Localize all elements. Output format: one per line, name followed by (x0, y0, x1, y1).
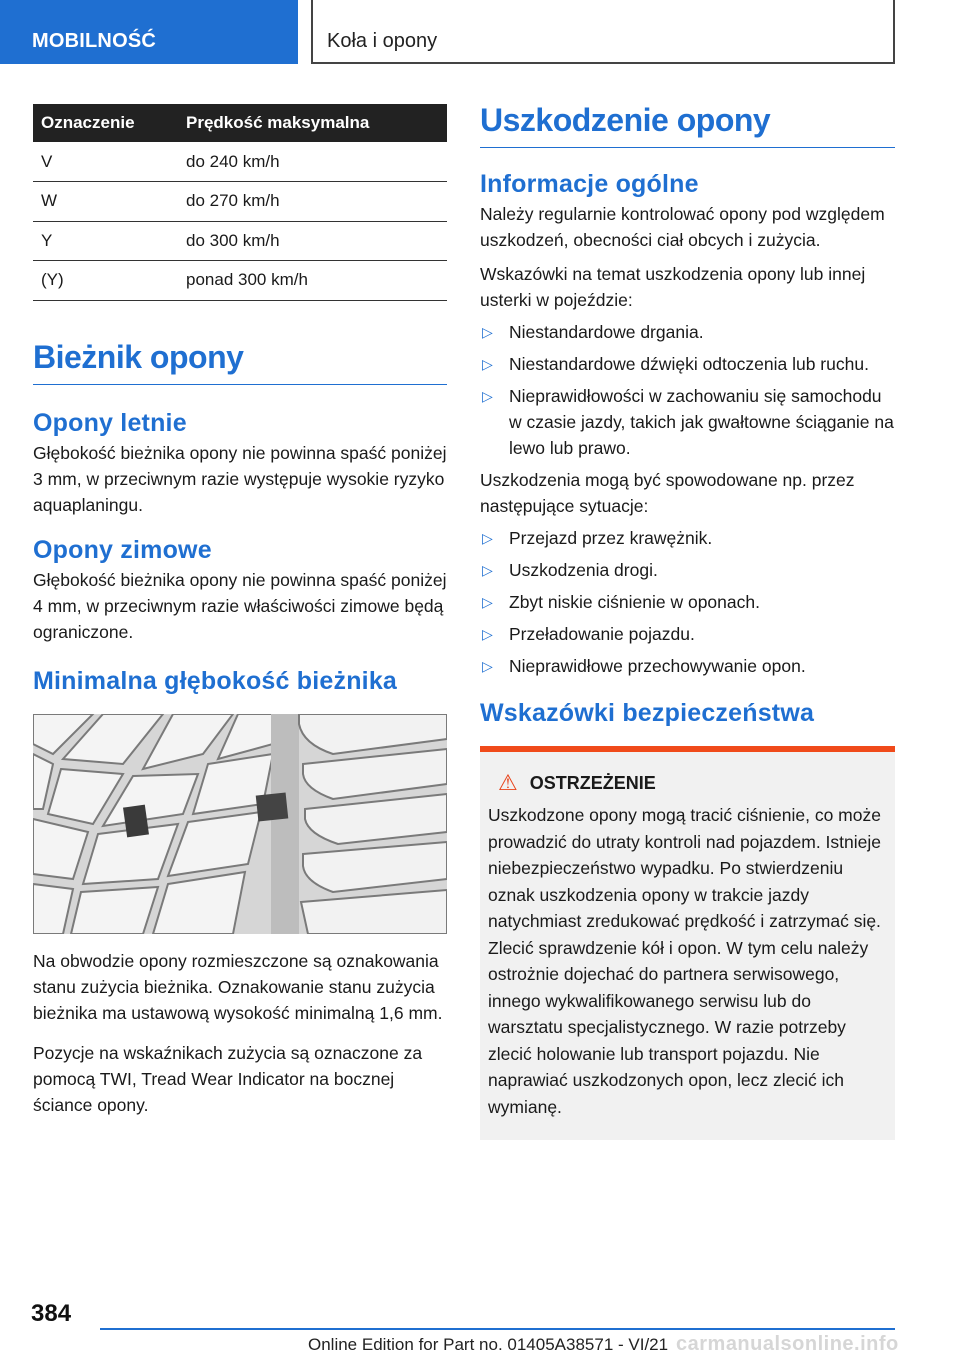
table-cell: do 270 km/h (186, 182, 447, 222)
summer-tyres-heading: Opony letnie (33, 408, 187, 437)
tread-heading: Bieżnik opony (33, 339, 447, 385)
table-row (33, 142, 447, 182)
table-header-cell: Prędkość maksymalna (186, 104, 447, 142)
left-column (33, 104, 447, 1118)
safety-heading: Wskazówki bezpieczeństwa (480, 699, 815, 727)
summer-tyres-text: Głębokość bieżnika opony nie powinna spaść poniżej 3 mm, w przeciwnym razie występuje wysokie ryzyko aquaplaningu. (33, 442, 447, 515)
warning-panel (480, 746, 895, 1140)
table-cell: Y (33, 221, 186, 261)
causes-list (480, 525, 895, 679)
list-item: ▷ Nieprawidłowości w zachowaniu się samochodu w czasie jazdy, takich jak gwałtowne ściąganie na lewo lub prawo. (480, 383, 895, 461)
page-number: 384 (31, 1300, 72, 1327)
winter-tyres-heading: Opony zimowe (33, 535, 212, 564)
right-column (480, 104, 895, 1140)
tire-tread-image (33, 714, 447, 934)
list-item: ▷ Przeładowanie pojazdu. (480, 621, 895, 647)
min-tread-heading: Minimalna głębokość bieżnika (33, 666, 398, 695)
tread-wear-illustration (33, 714, 447, 934)
list-item: ▷ Niestandardowe drgania. (480, 319, 895, 345)
general-info-heading: Informacje ogólne (480, 170, 699, 198)
list-item: ▷ Zbyt niskie ciśnienie w oponach. (480, 589, 895, 615)
section-label: MOBILNOŚĆ (32, 30, 157, 52)
triangle-bullet-icon: ▷ (482, 324, 493, 340)
warning-box (480, 752, 895, 1140)
triangle-bullet-icon: ▷ (482, 626, 493, 642)
list-item: ▷ Przejazd przez krawężnik. (480, 525, 895, 551)
edition-info: Online Edition for Part no. 01405A38571 - VI/21 (308, 1335, 669, 1354)
min-tread-text-2: Pozycje na wskaźnikach zużycia są oznaczone za pomocą TWI, Tread Wear Indicator na bocznej ściance opony. (33, 1042, 423, 1115)
triangle-bullet-icon: ▷ (482, 594, 493, 610)
damage-heading: Uszkodzenie opony (480, 102, 895, 148)
warning-label: OSTRZEŻENIE (529, 772, 656, 793)
causes-intro: Uszkodzenia mogą być spowodowane np. przez następujące sytuacje: (480, 470, 855, 516)
triangle-bullet-icon: ▷ (482, 388, 493, 404)
list-item: ▷ Niestandardowe dźwięki odtoczenia lub ruchu. (480, 351, 895, 377)
list-item: ▷ Nieprawidłowe przechowywanie opon. (480, 653, 895, 679)
warning-text: Uszkodzone opony mogą tracić ciśnienie, co może prowadzić do utraty kontroli nad pojazdem. Istnieje niebezpieczeństwo wypadku. Po stwierdzeniu oznak uszkodzenia opony w trakcie jazdy natychmiast zredukować prędkość i zatrzymać się. Zlecić sprawdzenie kół i opon. W tym celu należy ostrożnie dojechać do partnera serwisowego, innego wykwalifikowanego serwisu lub do warsztatu specjalistycznego. W razie potrzeby zlecić holowanie lub transport pojazdu. Nie naprawiać uszkodzonych opon, lecz zlecić ich wymianę. (488, 805, 881, 1117)
chapter-header (311, 0, 895, 64)
table-cell: ponad 300 km/h (186, 261, 447, 301)
table-header-cell: Oznaczenie (33, 104, 186, 142)
triangle-bullet-icon: ▷ (482, 356, 493, 372)
warning-triangle-icon: ⚠ (498, 770, 518, 795)
chapter-label: Koła i opony (327, 30, 438, 52)
triangle-bullet-icon: ▷ (482, 562, 493, 578)
general-info-text: Należy regularnie kontrolować opony pod względem uszkodzeń, obecności ciał obcych i zużycia. (480, 204, 885, 250)
table-row (33, 261, 447, 301)
hints-intro: Wskazówki na temat uszkodzenia opony lub innej usterki w pojeździe: (480, 264, 866, 310)
winter-tyres-text: Głębokość bieżnika opony nie powinna spaść poniżej 4 mm, w przeciwnym razie właściwości zimowe będą ograniczone. (33, 569, 447, 642)
table-cell: do 300 km/h (186, 221, 447, 261)
speed-rating-table (33, 104, 447, 301)
footer-divider (100, 1328, 895, 1330)
warning-title (488, 772, 887, 794)
hints-list (480, 319, 895, 461)
table-row (33, 221, 447, 261)
min-tread-text-1: Na obwodzie opony rozmieszczone są oznakowania stanu zużycia bieżnika. Oznakowanie stanu zużycia bieżnika ma ustawową wysokość minimalną 1,6 mm. (33, 950, 443, 1023)
triangle-bullet-icon: ▷ (482, 658, 493, 674)
watermark: carmanualsonline.info (676, 1333, 899, 1355)
table-row (33, 182, 447, 222)
table-cell: do 240 km/h (186, 142, 447, 182)
table-cell: V (33, 142, 186, 182)
section-tab (0, 0, 298, 64)
table-cell: W (33, 182, 186, 222)
table-header-row (33, 104, 447, 142)
table-cell: (Y) (33, 261, 186, 301)
triangle-bullet-icon: ▷ (482, 530, 493, 546)
list-item: ▷ Uszkodzenia drogi. (480, 557, 895, 583)
